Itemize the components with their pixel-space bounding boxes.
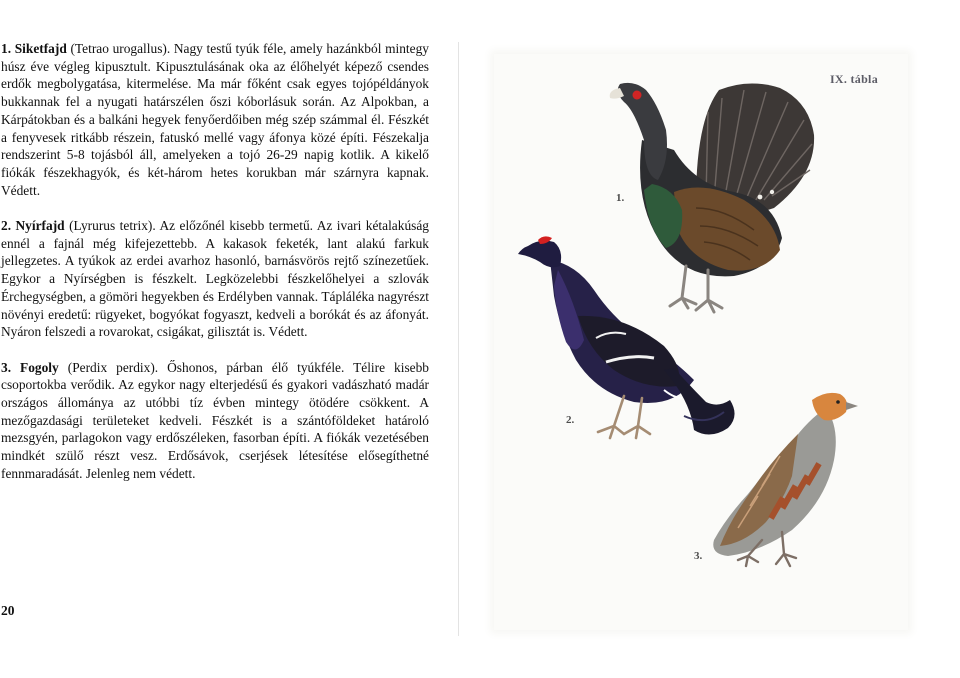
latin-name: (Perdix perdix).: [67, 359, 159, 375]
grey-partridge-illustration: [700, 390, 872, 570]
page-number: 20: [1, 603, 15, 618]
left-page: [0, 0, 458, 678]
figure-number-2: 2.: [566, 414, 575, 426]
entry-heading: [1, 360, 59, 375]
figure-number-1: 1.: [616, 192, 625, 204]
paragraph-nyirfajd: [1, 217, 429, 341]
paragraph-fogoly: [1, 359, 429, 483]
paragraph-text: Őshonos, párban élő tyúkféle. Télire kisebb csoportokba verődik. Az egykor nagy elterjedésű és gyakori vadászható madár országos állománya az utóbbi tíz évben mintegy ötödére csökkent. A mezőgazdasági területeket kedveli. Fészkét is a szántóföldeket határoló mezsgyén, parlagokon vagy erdőszéleken, fasorban építi. A fiókák vezetésében mindkét szülő részt vesz. Erdősávok, cserjések létesítése elősegíthetné fennmaradását. Jelenleg nem védett.: [1, 359, 429, 481]
paragraph-text: Nagy testű tyúk féle, amely hazánkból mintegy húsz éve végleg kipusztult. Kipusztulásának oka az élőhelyét képező csendes erdők megbolygatása, kitermelése. Ma már főként csak egyes tojópéldányok bukkannak fel a nyugati határszélen őszi kóborlásuk során. Az Alpokban, a Kárpátokban és a balkáni hegyek fenyőerdőiben még szép számmal él. Fészkét a fenyvesek ritkább részein, fatuskó mellé vagy áfonya közé építi. Fészekalja rendszerint 5-8 tojásból áll, amelyeken a tojó 26-29 napig kotlik. A kikelő fiókák fészekhagyók, és két-három hetes korukban már szárnyra kapnak. Védett.: [1, 41, 429, 198]
latin-name: (Lyrurus tetrix).: [69, 218, 156, 234]
species-name: Fogoly: [20, 359, 59, 375]
page-divider: [458, 42, 459, 636]
illustration-plate: [494, 54, 908, 630]
entry-number: 1.: [1, 41, 12, 56]
entry-number: 2.: [1, 218, 12, 234]
paragraph-siketfajd: [1, 40, 429, 199]
entry-heading: [1, 218, 65, 233]
entry-number: 3.: [1, 359, 12, 375]
text-column: [1, 40, 429, 500]
species-name: Siketfajd: [14, 41, 67, 56]
species-name: Nyírfajd: [15, 218, 65, 234]
entry-heading: [1, 41, 67, 56]
plate-title: IX. tábla: [829, 72, 878, 86]
paragraph-text: Az előzőnél kisebb termetű. Az ivari kétalakúság ennél a fajnál még kifejezettebb. A kakasok feketék, lant alakú farkuk jellegzetes. A tyúkok az erdei avarhoz hasonló, barnásvörös rejtő színezetűek. Egykor a Nyírségben is fészkelt. Legközelebbi fészkelőhelyei a szlovák Érchegységben, a gömöri hegyekben és Erdélyben vannak. Tápláléka nagyrészt növényi eredetű: rügyeket, bogyókat fogyaszt, kedveli a borókát és az áfonyát. Nyáron felszedi a rovarokat, csigákat, gilisztát is. Védett.: [1, 218, 429, 340]
figure-number-3: 3.: [694, 550, 703, 562]
latin-name: (Tetrao urogallus).: [70, 41, 171, 56]
